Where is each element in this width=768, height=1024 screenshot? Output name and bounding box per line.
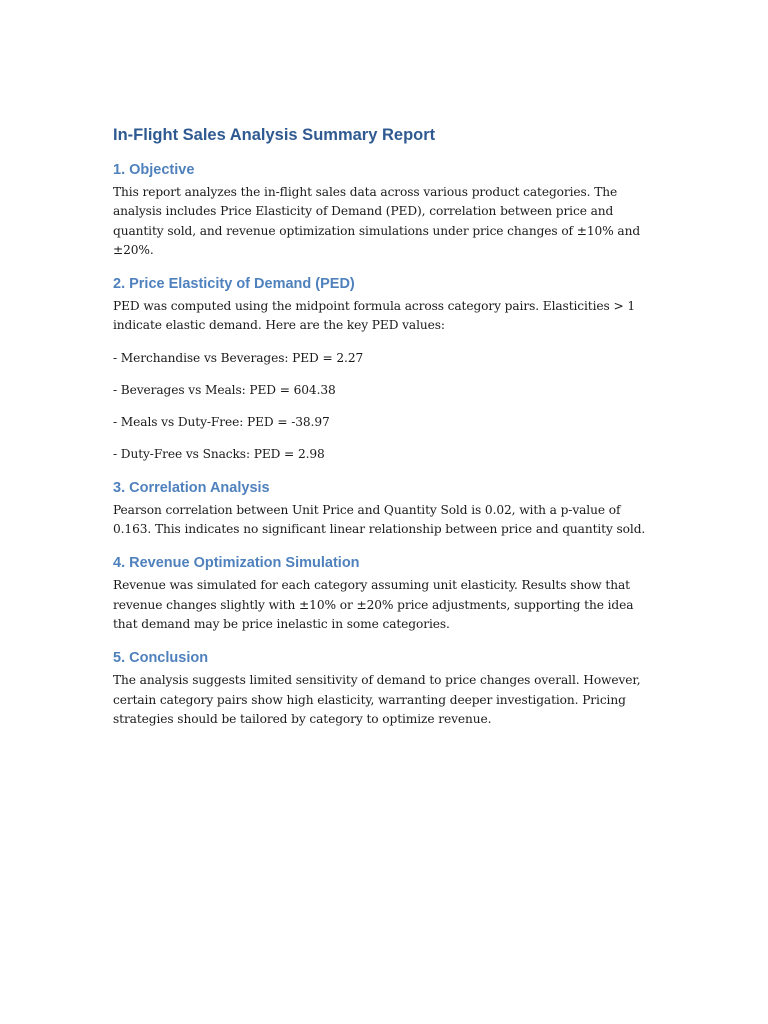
- section-paragraph: This report analyzes the in-flight sales data across various product categories. The analysis includes Price Elasticity of Demand (PED), correlation between price and quantity sold, and revenue optimization simulations under price changes of ±10% and ±20%.: [113, 185, 641, 257]
- section-conclusion: [113, 648, 653, 729]
- ped-list-item: - Duty-Free vs Snacks: PED = 2.98: [113, 446, 325, 461]
- section-paragraph: PED was computed using the midpoint formula across category pairs. Elasticities > 1 indicate elastic demand. Here are the key PED values:: [113, 299, 635, 333]
- ped-list-item: - Beverages vs Meals: PED = 604.38: [113, 382, 336, 397]
- section-correlation: [113, 478, 653, 540]
- ped-list-item: - Merchandise vs Beverages: PED = 2.27: [113, 350, 364, 365]
- section-revenue-simulation: [113, 553, 653, 634]
- section-heading: 2. Price Elasticity of Demand (PED): [113, 276, 355, 293]
- section-paragraph: Revenue was simulated for each category assuming unit elasticity. Results show that revenue changes slightly with ±10% or ±20% price adjustments, supporting the idea that demand may be price inelastic in some categories.: [113, 578, 634, 631]
- section-paragraph: Pearson correlation between Unit Price and Quantity Sold is 0.02, with a p-value of 0.163. This indicates no significant linear relationship between price and quantity sold.: [113, 502, 646, 537]
- section-heading: 5. Conclusion: [113, 650, 209, 667]
- document-title: In-Flight Sales Analysis Summary Report: [113, 126, 436, 144]
- section-heading: 1. Objective: [113, 162, 195, 178]
- section-heading: 4. Revenue Optimization Simulation: [113, 555, 360, 572]
- ped-list-item: - Meals vs Duty-Free: PED = -38.97: [113, 414, 330, 429]
- section-heading: 3. Correlation Analysis: [113, 479, 270, 496]
- section-ped: [113, 274, 653, 464]
- document-page: [113, 124, 653, 729]
- section-objective: [113, 160, 653, 260]
- section-paragraph: The analysis suggests limited sensitivity of demand to price changes overall. However, certain category pairs show high elasticity, warranting deeper investigation. Pricing strategies should be tailored by category to optimize revenue.: [113, 673, 641, 726]
